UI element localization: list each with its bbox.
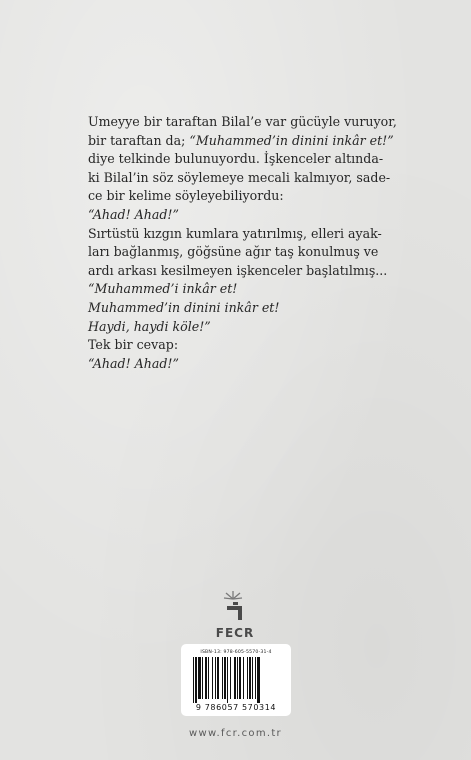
publisher-name: FECR xyxy=(215,626,255,640)
text-fragment: bir taraftan da; xyxy=(88,132,186,148)
inline-quote: “Muhammed’in dinini inkâr et!” xyxy=(189,132,394,148)
back-cover-text xyxy=(88,113,397,373)
barcode-bar xyxy=(222,657,223,699)
barcode-bar xyxy=(243,657,244,699)
text-line: Tek bir cevap: xyxy=(88,337,179,353)
barcode-bar xyxy=(208,657,209,699)
quote-line: “Muhammed’i inkâr et! xyxy=(88,281,238,297)
isbn-digits: 9 786057 570314 xyxy=(195,703,277,712)
text-line: ları bağlanmış, göğsüne ağır taş konulmuş ve xyxy=(88,244,379,260)
text-line: Sırtüstü kızgın kumlara yatırılmış, elleri ayak- xyxy=(88,225,382,241)
publisher-website: www.fcr.com.tr xyxy=(189,728,282,739)
barcode-bar xyxy=(252,657,253,699)
barcode-bar xyxy=(234,657,236,699)
barcode-bar xyxy=(205,657,207,699)
barcode-bar xyxy=(227,657,228,703)
barcode-bar xyxy=(193,657,194,703)
barcode-bar xyxy=(212,657,213,699)
fecr-logo-mark-icon xyxy=(222,590,248,624)
text-line: ki Bilal’in söz söylemeye mecali kalmıyor, sade- xyxy=(88,169,391,185)
barcode-bar xyxy=(198,657,201,699)
paragraph-2 xyxy=(88,225,388,281)
text-line xyxy=(88,132,394,151)
barcode-bar xyxy=(237,657,238,699)
text-line: ardı arkası kesilmeyen işkenceler başlatılmış... xyxy=(88,262,388,278)
text-line: diye telkinde bulunuyordu. İşkenceler altında- xyxy=(88,151,384,167)
quote-line: “Ahad! Ahad!” xyxy=(88,355,179,371)
barcode-bars xyxy=(191,657,281,703)
text-line: ce bir kelime söyleyebiliyordu: xyxy=(88,188,284,204)
isbn-barcode xyxy=(181,644,291,716)
quote-line: Muhammed’in dinini inkâr et! xyxy=(88,299,280,315)
quote-line: “Ahad! Ahad!” xyxy=(88,206,179,222)
text-line: Umeyye bir taraftan Bilal’e var gücüyle vuruyor, xyxy=(88,114,397,129)
barcode-bar xyxy=(230,657,231,699)
barcode-bar xyxy=(247,657,248,699)
isbn-label: ISBN-13: 978-605-5570-31-4 xyxy=(200,650,272,655)
barcode-bar xyxy=(224,657,226,699)
barcode-bar xyxy=(195,657,197,703)
barcode-bar xyxy=(215,657,216,699)
quote-2 xyxy=(88,280,388,336)
barcode-bar xyxy=(202,657,203,699)
barcode-bar xyxy=(249,657,251,699)
paragraph-3 xyxy=(88,336,388,355)
quote-line: Haydi, haydi köle!” xyxy=(88,318,211,334)
quote-1 xyxy=(88,206,388,225)
quote-3 xyxy=(88,355,388,374)
barcode-bar xyxy=(217,657,219,699)
barcode-bar xyxy=(255,657,256,699)
paragraph-1 xyxy=(88,113,397,206)
barcode-bar xyxy=(239,657,241,699)
publisher-logo xyxy=(203,590,267,642)
barcode-bar xyxy=(257,657,260,703)
